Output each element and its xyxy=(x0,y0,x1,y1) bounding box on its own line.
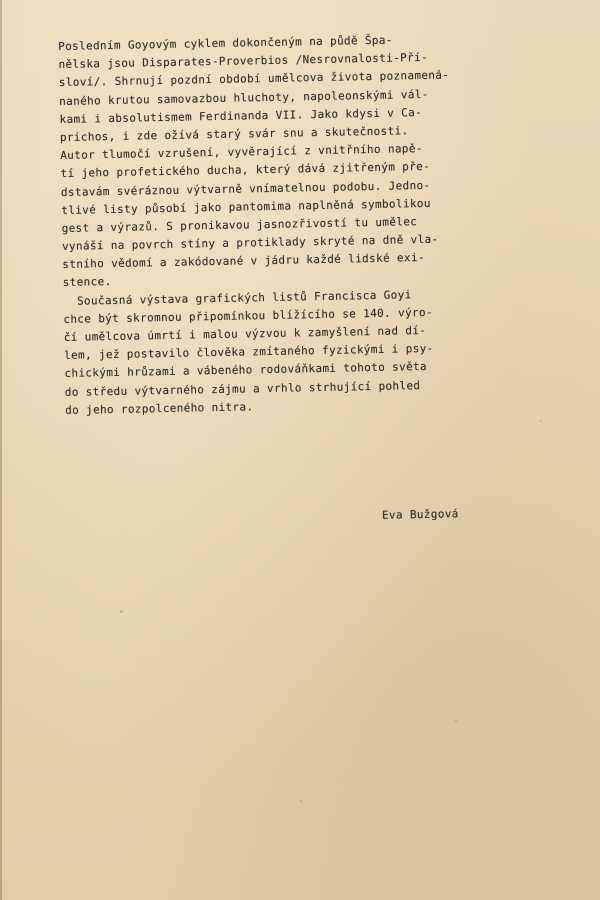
paper-speck xyxy=(300,800,302,802)
page-edge xyxy=(0,0,2,900)
text-line: chce být skromnou připomínkou blížícího se 140. výro- xyxy=(63,305,434,326)
paragraph-1 xyxy=(58,30,493,293)
text-line: tlivé listy působí jako pantomima naplněná symbolikou xyxy=(61,196,431,217)
text-line: nělska jsou Disparates-Proverbios /Nesrovnalosti-Pří- xyxy=(58,51,429,72)
text-line: do středu výtvarného zájmu a vrhlo strhující pohled xyxy=(64,378,421,399)
paper-speck xyxy=(540,420,542,422)
text-line: stence. xyxy=(62,275,112,290)
text-line: kami i absolutismem Ferdinanda VII. Jako kdysi v Ca- xyxy=(59,105,423,126)
author-signature: Eva Bužgová xyxy=(381,507,459,522)
typed-text-block xyxy=(58,30,495,420)
paper-speck xyxy=(455,720,457,722)
paper-speck xyxy=(120,610,123,613)
paragraph-2 xyxy=(63,284,495,420)
text-line: stního vědomí a zakódované v jádru každé lidské exi- xyxy=(62,251,425,272)
text-line: sloví/. Shrnují pozdní období umělcova života poznamená- xyxy=(58,68,450,90)
text-line: do jeho rozpolceného nitra. xyxy=(65,400,254,417)
text-line: chickými hrůzami a vábeného rodováňkami tohoto světa xyxy=(64,360,428,381)
text-line: tí jeho profetického ducha, který dává zjitřeným pře- xyxy=(60,160,431,181)
text-line: naného krutou samovazbou hluchoty, napoleonskými vál- xyxy=(59,87,429,108)
text-line: gest a výrazů. S pronikavou jasnozřivostí tu umělec xyxy=(61,215,418,235)
text-line: vynáší na povrch stíny a protiklady skryté na dně vla- xyxy=(61,232,439,254)
text-line: dstavám svéráznou výtvarně vnímatelnou podobu. Jedno- xyxy=(60,178,431,199)
text-line: čí umělcova úmrtí i malou výzvou k zamyšlení nad dí- xyxy=(63,323,427,344)
text-line: lem, jež postavilo člověka zmítaného fyzickými i psy- xyxy=(63,342,434,363)
text-line: Autor tlumočí vzrušení, vyvěrající z vnitřního napě- xyxy=(60,142,423,163)
text-line: Současná výstava grafických listů Francisca Goyi xyxy=(62,287,412,308)
text-line: prichos, i zde ožívá starý svár snu a skutečnosti. xyxy=(59,124,409,144)
text-line: Posledním Goyovým cyklem dokončeným na půdě Špa- xyxy=(58,33,393,53)
